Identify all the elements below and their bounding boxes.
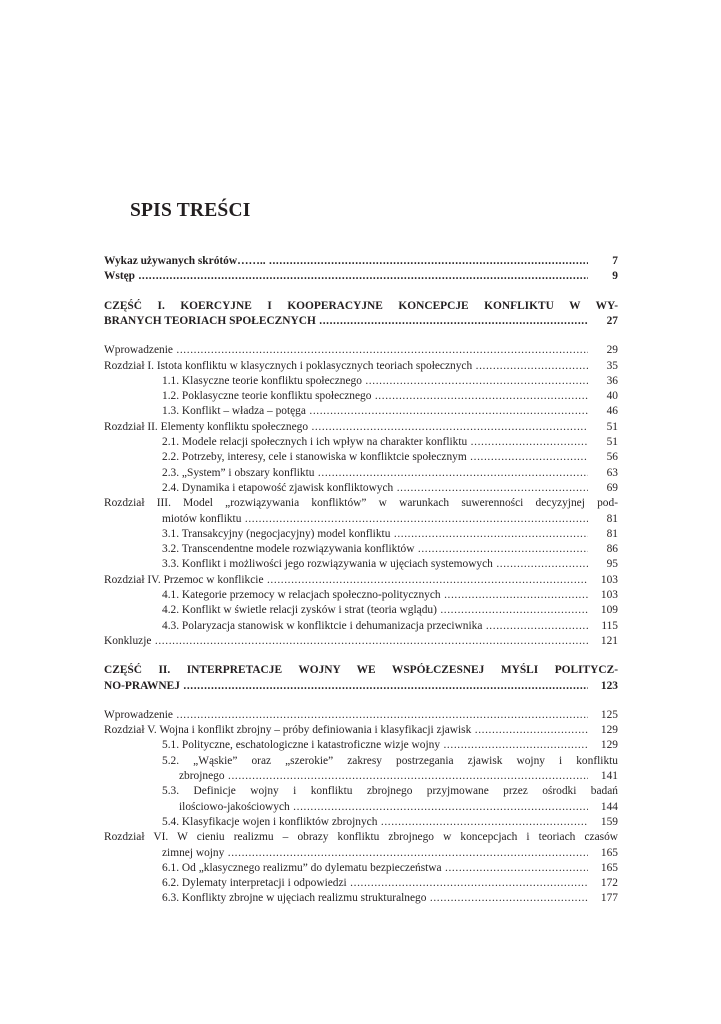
toc-entry-title: Wykaz używanych skrótów…….. .....: [104, 254, 588, 269]
toc-entry-title: 3.3. Konflikt i możliwości jego rozwiązywania w ujęciach systemowych .....: [162, 557, 588, 572]
toc-entry-title: 2.1. Modele relacji społecznych i ich wpływ na charakter konfliktu .....: [162, 435, 588, 450]
toc-entry-title: miotów konfliktu .....: [162, 512, 588, 527]
toc-entry[interactable]: [104, 679, 618, 694]
toc-entry-title: 4.1. Kategorie przemocy w relacjach społeczno-politycznych .....: [162, 588, 588, 603]
toc-entry-page-number: 144: [600, 800, 618, 813]
toc-entry-title: ilościowo-jakościowych .....: [179, 800, 588, 815]
toc-entry-title: 3.1. Transakcyjny (negocjacyjny) model konfliktu .....: [162, 527, 588, 542]
toc-entry-page-number: 103: [600, 589, 618, 601]
toc-entry-title: CZĘŚĆ I. KOERCYJNE I KOOPERACYJNE KONCEPCJE KONFLIKTU W WY-: [104, 299, 618, 312]
toc-entry-page-number: 103: [600, 573, 618, 586]
toc-entry[interactable]: [104, 359, 618, 374]
toc-entry[interactable]: [104, 738, 618, 753]
toc-entry-page-number: 56: [606, 451, 618, 464]
toc-entry-page-number: 165: [600, 861, 618, 874]
toc-entry-page-number: 51: [606, 420, 618, 433]
toc-entry[interactable]: [104, 435, 618, 450]
toc-entry-page-number: 69: [606, 481, 618, 494]
toc-entry-title: Wstęp .....: [104, 269, 588, 284]
toc-entry-page-number: 51: [606, 436, 618, 448]
toc-entry-title: 4.3. Polaryzacja stanowisk w konfliktcie i dehumanizacja przeciwnika .....: [162, 619, 588, 634]
toc-entry[interactable]: [104, 619, 618, 634]
toc-entry[interactable]: [104, 374, 618, 389]
toc-entry-page-number: 86: [606, 543, 618, 556]
toc-entry[interactable]: [104, 481, 618, 496]
toc-entry[interactable]: [104, 389, 618, 404]
toc-entry-title: 5.3. Definicje wojny i konfliktu zbrojnego przyjmowane przez ośrodki badań: [162, 785, 618, 798]
toc-entry[interactable]: [104, 769, 618, 784]
toc-entry-title: 2.3. „System” i obszary konfliktu .....: [162, 466, 588, 481]
toc-entry-title: Wprowadzenie .....: [104, 708, 588, 723]
toc-entry-title: Rozdział II. Elementy konfliktu społecznego .....: [104, 420, 588, 435]
toc-entry-title: 2.4. Dynamika i etapowość zjawisk konfliktowych .....: [162, 481, 588, 496]
toc-entry[interactable]: [104, 450, 618, 465]
toc-entry[interactable]: [104, 420, 618, 435]
toc-entry-page-number: 9: [612, 270, 618, 283]
toc-entry[interactable]: [104, 527, 618, 542]
toc-entry[interactable]: [104, 634, 618, 649]
toc-entry[interactable]: [104, 254, 618, 269]
toc-entry-title: 5.2. „Wąskie” oraz „szerokie” zakresy postrzegania zjawisk wojny i konfliktu: [162, 754, 618, 767]
toc-entry-title: Wprowadzenie .....: [104, 343, 588, 358]
toc-entry[interactable]: [104, 876, 618, 891]
toc-entry[interactable]: [104, 588, 618, 603]
toc-entry-page-number: 29: [606, 344, 618, 357]
toc-entry[interactable]: [104, 800, 618, 815]
toc-entry-title: NO-PRAWNEJ .....: [104, 679, 588, 694]
toc-entry-page-number: 141: [600, 770, 618, 782]
toc-entry[interactable]: [104, 542, 618, 557]
toc-entry[interactable]: [104, 343, 618, 358]
toc-entry-page-number: 123: [600, 679, 618, 692]
toc-entry[interactable]: [104, 603, 618, 618]
toc-entry[interactable]: [104, 314, 618, 329]
toc-entry-title: Konkluzje .....: [104, 634, 588, 649]
toc-entry[interactable]: [104, 512, 618, 527]
toc-entry-title: 4.2. Konflikt w świetle relacji zysków i strat (teoria wglądu) .....: [162, 603, 588, 618]
toc-entry-page-number: 159: [600, 815, 618, 828]
toc-entry-page-number: 81: [606, 512, 618, 525]
toc-entry-title: 5.4. Klasyfikacje wojen i konfliktów zbrojnych .....: [162, 815, 588, 830]
toc-entry[interactable]: [104, 404, 618, 419]
toc-entry-title: 6.1. Od „klasycznego realizmu” do dylematu bezpieczeństwa .....: [162, 861, 588, 876]
toc-entry-title: BRANYCH TEORIACH SPOŁECZNYCH .....: [104, 314, 588, 329]
toc-entry[interactable]: [104, 830, 618, 845]
toc-entry-page-number: 125: [600, 708, 618, 721]
toc-entry[interactable]: [104, 496, 618, 511]
toc-entry[interactable]: [104, 861, 618, 876]
toc-entry-title: 5.1. Polityczne, eschatologiczne i katastroficzne wizje wojny .....: [162, 738, 588, 753]
toc-entry[interactable]: [104, 269, 618, 284]
toc-entry[interactable]: [104, 708, 618, 723]
toc-entry-page-number: 7: [612, 255, 618, 267]
toc-entry-page-number: 129: [600, 724, 618, 737]
toc-entry-page-number: 81: [606, 527, 618, 540]
toc-entry-page-number: 46: [606, 405, 618, 418]
page-title: SPIS TREŚCI: [130, 200, 251, 221]
toc-entry-title: zimnej wojny .....: [162, 846, 588, 861]
toc-entry-title: 1.3. Konflikt – władza – potęga .....: [162, 404, 588, 419]
toc-entry[interactable]: [104, 299, 618, 314]
toc-entry[interactable]: [104, 466, 618, 481]
toc-entry-title: 3.2. Transcendentne modele rozwiązywania konfliktów .....: [162, 542, 588, 557]
toc-entry-title: Rozdział IV. Przemoc w konflikcie .....: [104, 573, 588, 588]
toc-entry[interactable]: [104, 815, 618, 830]
toc-entry-page-number: 172: [600, 877, 618, 890]
toc-entry-page-number: 121: [600, 634, 618, 647]
toc-entry-title: 6.3. Konflikty zbrojne w ujęciach realizmu strukturalnego .....: [162, 891, 588, 906]
toc-entry-title: zbrojnego .....: [179, 769, 588, 784]
toc-entry-title: 6.2. Dylematy interpretacji i odpowiedzi .....: [162, 876, 588, 891]
toc-entry-title: CZĘŚĆ II. INTERPRETACJE WOJNY WE WSPÓŁCZESNEJ MYŚLI POLITYCZ-: [104, 664, 618, 677]
toc-entry-title: Rozdział I. Istota konfliktu w klasycznych i poklasycznych teoriach społecznych .....: [104, 359, 588, 374]
toc-entry[interactable]: [104, 557, 618, 572]
toc-entry-page-number: 95: [606, 558, 618, 571]
toc-entry[interactable]: [104, 723, 618, 738]
toc-entry-title: Rozdział VI. W cieniu realizmu – obrazy konfliktu zbrojnego w koncepcjach i teoriach czasów: [104, 831, 618, 844]
toc-entry-page-number: 115: [601, 619, 618, 632]
toc-entry[interactable]: [104, 846, 618, 861]
toc-entry[interactable]: [104, 784, 618, 799]
toc-entry-page-number: 63: [606, 466, 618, 479]
toc-entry-title: 2.2. Potrzeby, interesy, cele i stanowiska w konfliktcie społecznym .....: [162, 450, 588, 465]
toc-entry[interactable]: [104, 573, 618, 588]
toc-entry[interactable]: [104, 754, 618, 769]
toc-entry-page-number: 165: [600, 846, 618, 859]
toc-entry-page-number: 35: [606, 359, 618, 372]
toc-entry-page-number: 27: [606, 314, 618, 327]
toc-entry[interactable]: [104, 663, 618, 678]
toc-entry-title: 1.2. Poklasyczne teorie konfliktu społecznego .....: [162, 389, 588, 404]
toc-entry-page-number: 40: [606, 390, 618, 403]
toc-entry[interactable]: [104, 891, 618, 906]
toc-entry-title: 1.1. Klasyczne teorie konfliktu społecznego .....: [162, 374, 588, 389]
toc-entry-title: Rozdział III. Model „rozwiązywania konfliktów” w warunkach suwerenności decyzyjnej pod-: [104, 497, 618, 510]
toc-entry-page-number: 177: [600, 892, 618, 905]
toc-entry-page-number: 36: [606, 374, 618, 387]
toc-entry-page-number: 129: [600, 739, 618, 752]
toc-entry-title: Rozdział V. Wojna i konflikt zbrojny – próby definiowania i klasyfikacji zjawisk .....: [104, 723, 588, 738]
table-of-contents: [104, 254, 618, 907]
toc-entry-page-number: 109: [600, 604, 618, 617]
